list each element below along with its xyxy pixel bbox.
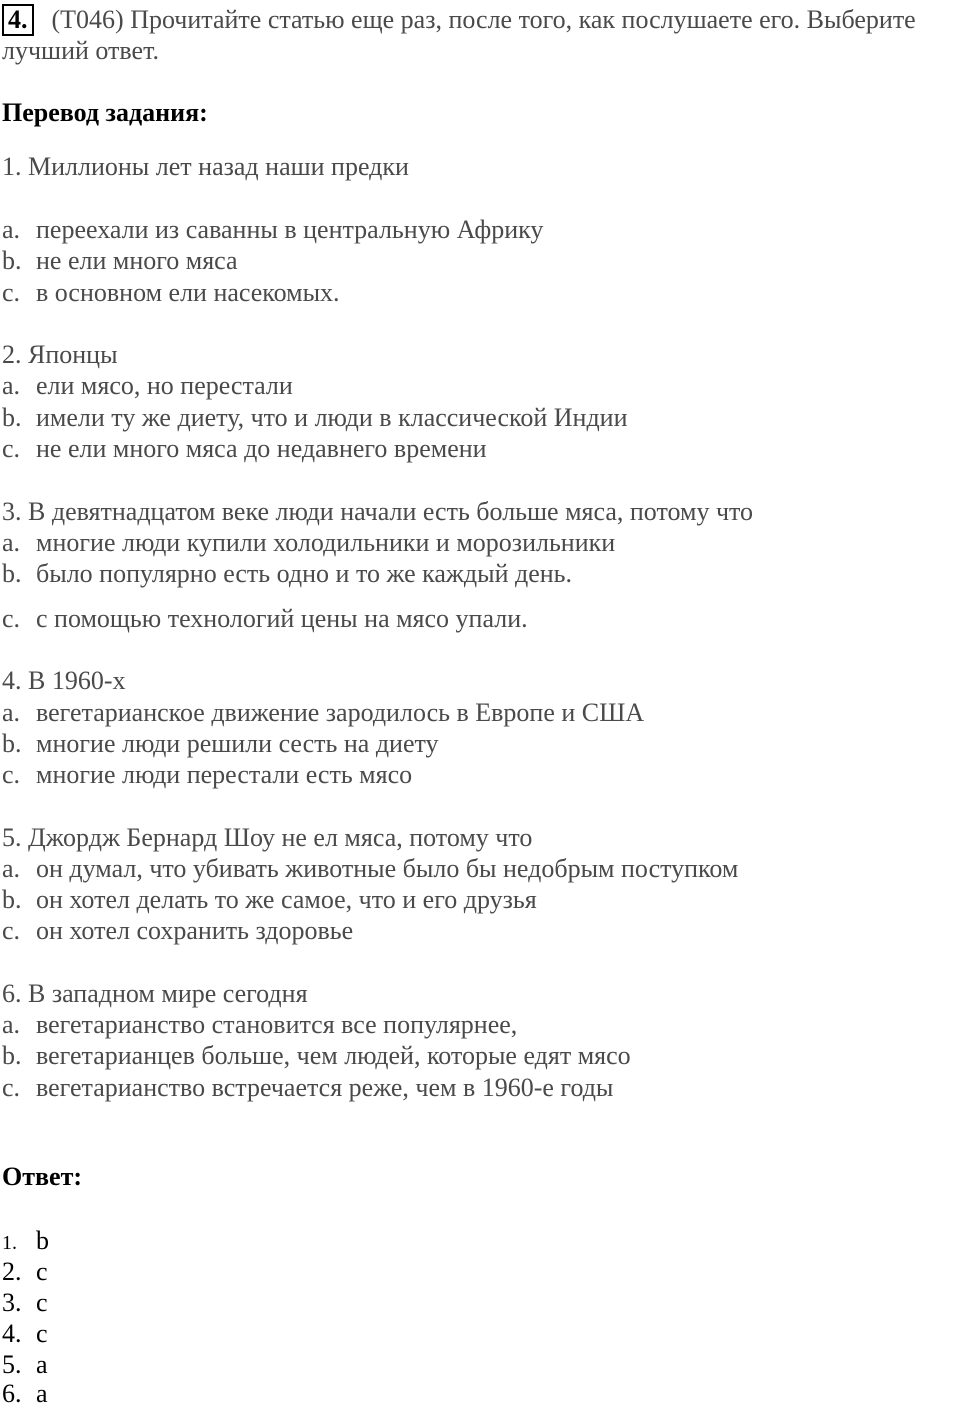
question-3-stem: 3. В девятнадцатом веке люди начали есть больше мяса, потому что — [2, 497, 754, 526]
answer-item — [2, 1350, 48, 1380]
answer-item — [2, 1257, 48, 1287]
option-text: переехали из саванны в центральную Африку — [36, 215, 544, 244]
task-number: 4. — [2, 4, 34, 36]
option — [2, 916, 353, 946]
option — [2, 1010, 517, 1040]
option — [2, 604, 528, 634]
answer-value: c — [36, 1257, 48, 1286]
option — [2, 760, 412, 790]
option-mark: b. — [2, 246, 22, 275]
answer-number: 1. — [2, 1232, 17, 1254]
option-text: вегетарианское движение зародилось в Европе и США — [36, 698, 645, 727]
option-mark: c. — [2, 1073, 21, 1102]
option-text: он хотел сохранить здоровье — [36, 916, 354, 945]
question-1-stem: 1. Миллионы лет назад наши предки — [2, 152, 409, 181]
option-mark: c. — [2, 604, 21, 633]
option-text: вегетарианцев больше, чем людей, которые едят мясо — [36, 1041, 631, 1070]
question-6-stem: 6. В западном мире сегодня — [2, 979, 308, 1008]
option — [2, 371, 293, 401]
option-mark: b. — [2, 559, 22, 588]
option-mark: b. — [2, 1041, 22, 1070]
question-5-stem: 5. Джордж Бернард Шоу не ел мяса, потому что — [2, 823, 533, 852]
option-text: многие люди перестали есть мясо — [36, 760, 413, 789]
option-text: вегетарианство встречается реже, чем в 1960-е годы — [36, 1073, 614, 1102]
option-text: ели мясо, но перестали — [36, 371, 293, 400]
option-text: имели ту же диету, что и люди в классической Индии — [36, 403, 628, 432]
answer-value: a — [36, 1350, 48, 1379]
option-text: с помощью технологий цены на мясо упали. — [36, 604, 528, 633]
option-mark: c. — [2, 916, 21, 945]
option-mark: c. — [2, 760, 21, 789]
option-text: многие люди купили холодильники и морозильники — [36, 528, 616, 557]
option — [2, 729, 439, 759]
option — [2, 528, 615, 558]
option-text: он хотел делать то же самое, что и его друзья — [36, 885, 537, 914]
option-mark: a. — [2, 528, 21, 557]
option-text: он думал, что убивать животные было бы недобрым поступком — [36, 854, 739, 883]
option-mark: b. — [2, 729, 22, 758]
option — [2, 434, 487, 464]
option-text: многие люди решили сесть на диету — [36, 729, 439, 758]
answer-item — [2, 1319, 48, 1349]
option-mark: a. — [2, 215, 21, 244]
option-mark: a. — [2, 854, 21, 883]
answer-number: 5. — [2, 1350, 22, 1379]
option — [2, 246, 238, 276]
option-mark: c. — [2, 434, 21, 463]
answer-item — [2, 1226, 49, 1258]
question-2-stem: 2. Японцы — [2, 340, 118, 369]
question-4-stem: 4. В 1960-х — [2, 666, 126, 695]
option-text: не ели много мяса — [36, 246, 238, 275]
task-text-line2: лучший ответ. — [2, 36, 159, 65]
answer-number: 2. — [2, 1257, 22, 1286]
option — [2, 698, 644, 728]
answer-number: 3. — [2, 1288, 22, 1317]
answer-value: a — [36, 1379, 48, 1408]
option — [2, 854, 738, 884]
option — [2, 215, 543, 245]
answer-item — [2, 1379, 48, 1409]
option-mark: a. — [2, 371, 21, 400]
translation-heading: Перевод задания: — [2, 98, 208, 127]
option — [2, 559, 572, 589]
answer-value: b — [36, 1226, 49, 1255]
option — [2, 1073, 613, 1103]
answer-item — [2, 1288, 48, 1318]
option-text: вегетарианство становится все популярнее, — [36, 1010, 518, 1039]
answer-value: c — [36, 1319, 48, 1348]
option-mark: b. — [2, 403, 22, 432]
answer-number: 4. — [2, 1319, 22, 1348]
option — [2, 885, 537, 915]
option-text: было популярно есть одно и то же каждый день. — [36, 559, 573, 588]
option-mark: a. — [2, 698, 21, 727]
option — [2, 1041, 631, 1071]
option-mark: c. — [2, 278, 21, 307]
task-text-line1: (T046) Прочитайте статью еще раз, после того, как послушаете его. Выберите — [51, 5, 916, 34]
answer-heading: Ответ: — [2, 1162, 83, 1191]
answer-value: c — [36, 1288, 48, 1317]
option-mark: a. — [2, 1010, 21, 1039]
option — [2, 403, 628, 433]
option-text: в основном ели насекомых. — [36, 278, 340, 307]
task-instruction — [2, 4, 916, 36]
answer-number: 6. — [2, 1379, 22, 1408]
option-mark: b. — [2, 885, 22, 914]
option — [2, 278, 340, 308]
option-text: не ели много мяса до недавнего времени — [36, 434, 487, 463]
